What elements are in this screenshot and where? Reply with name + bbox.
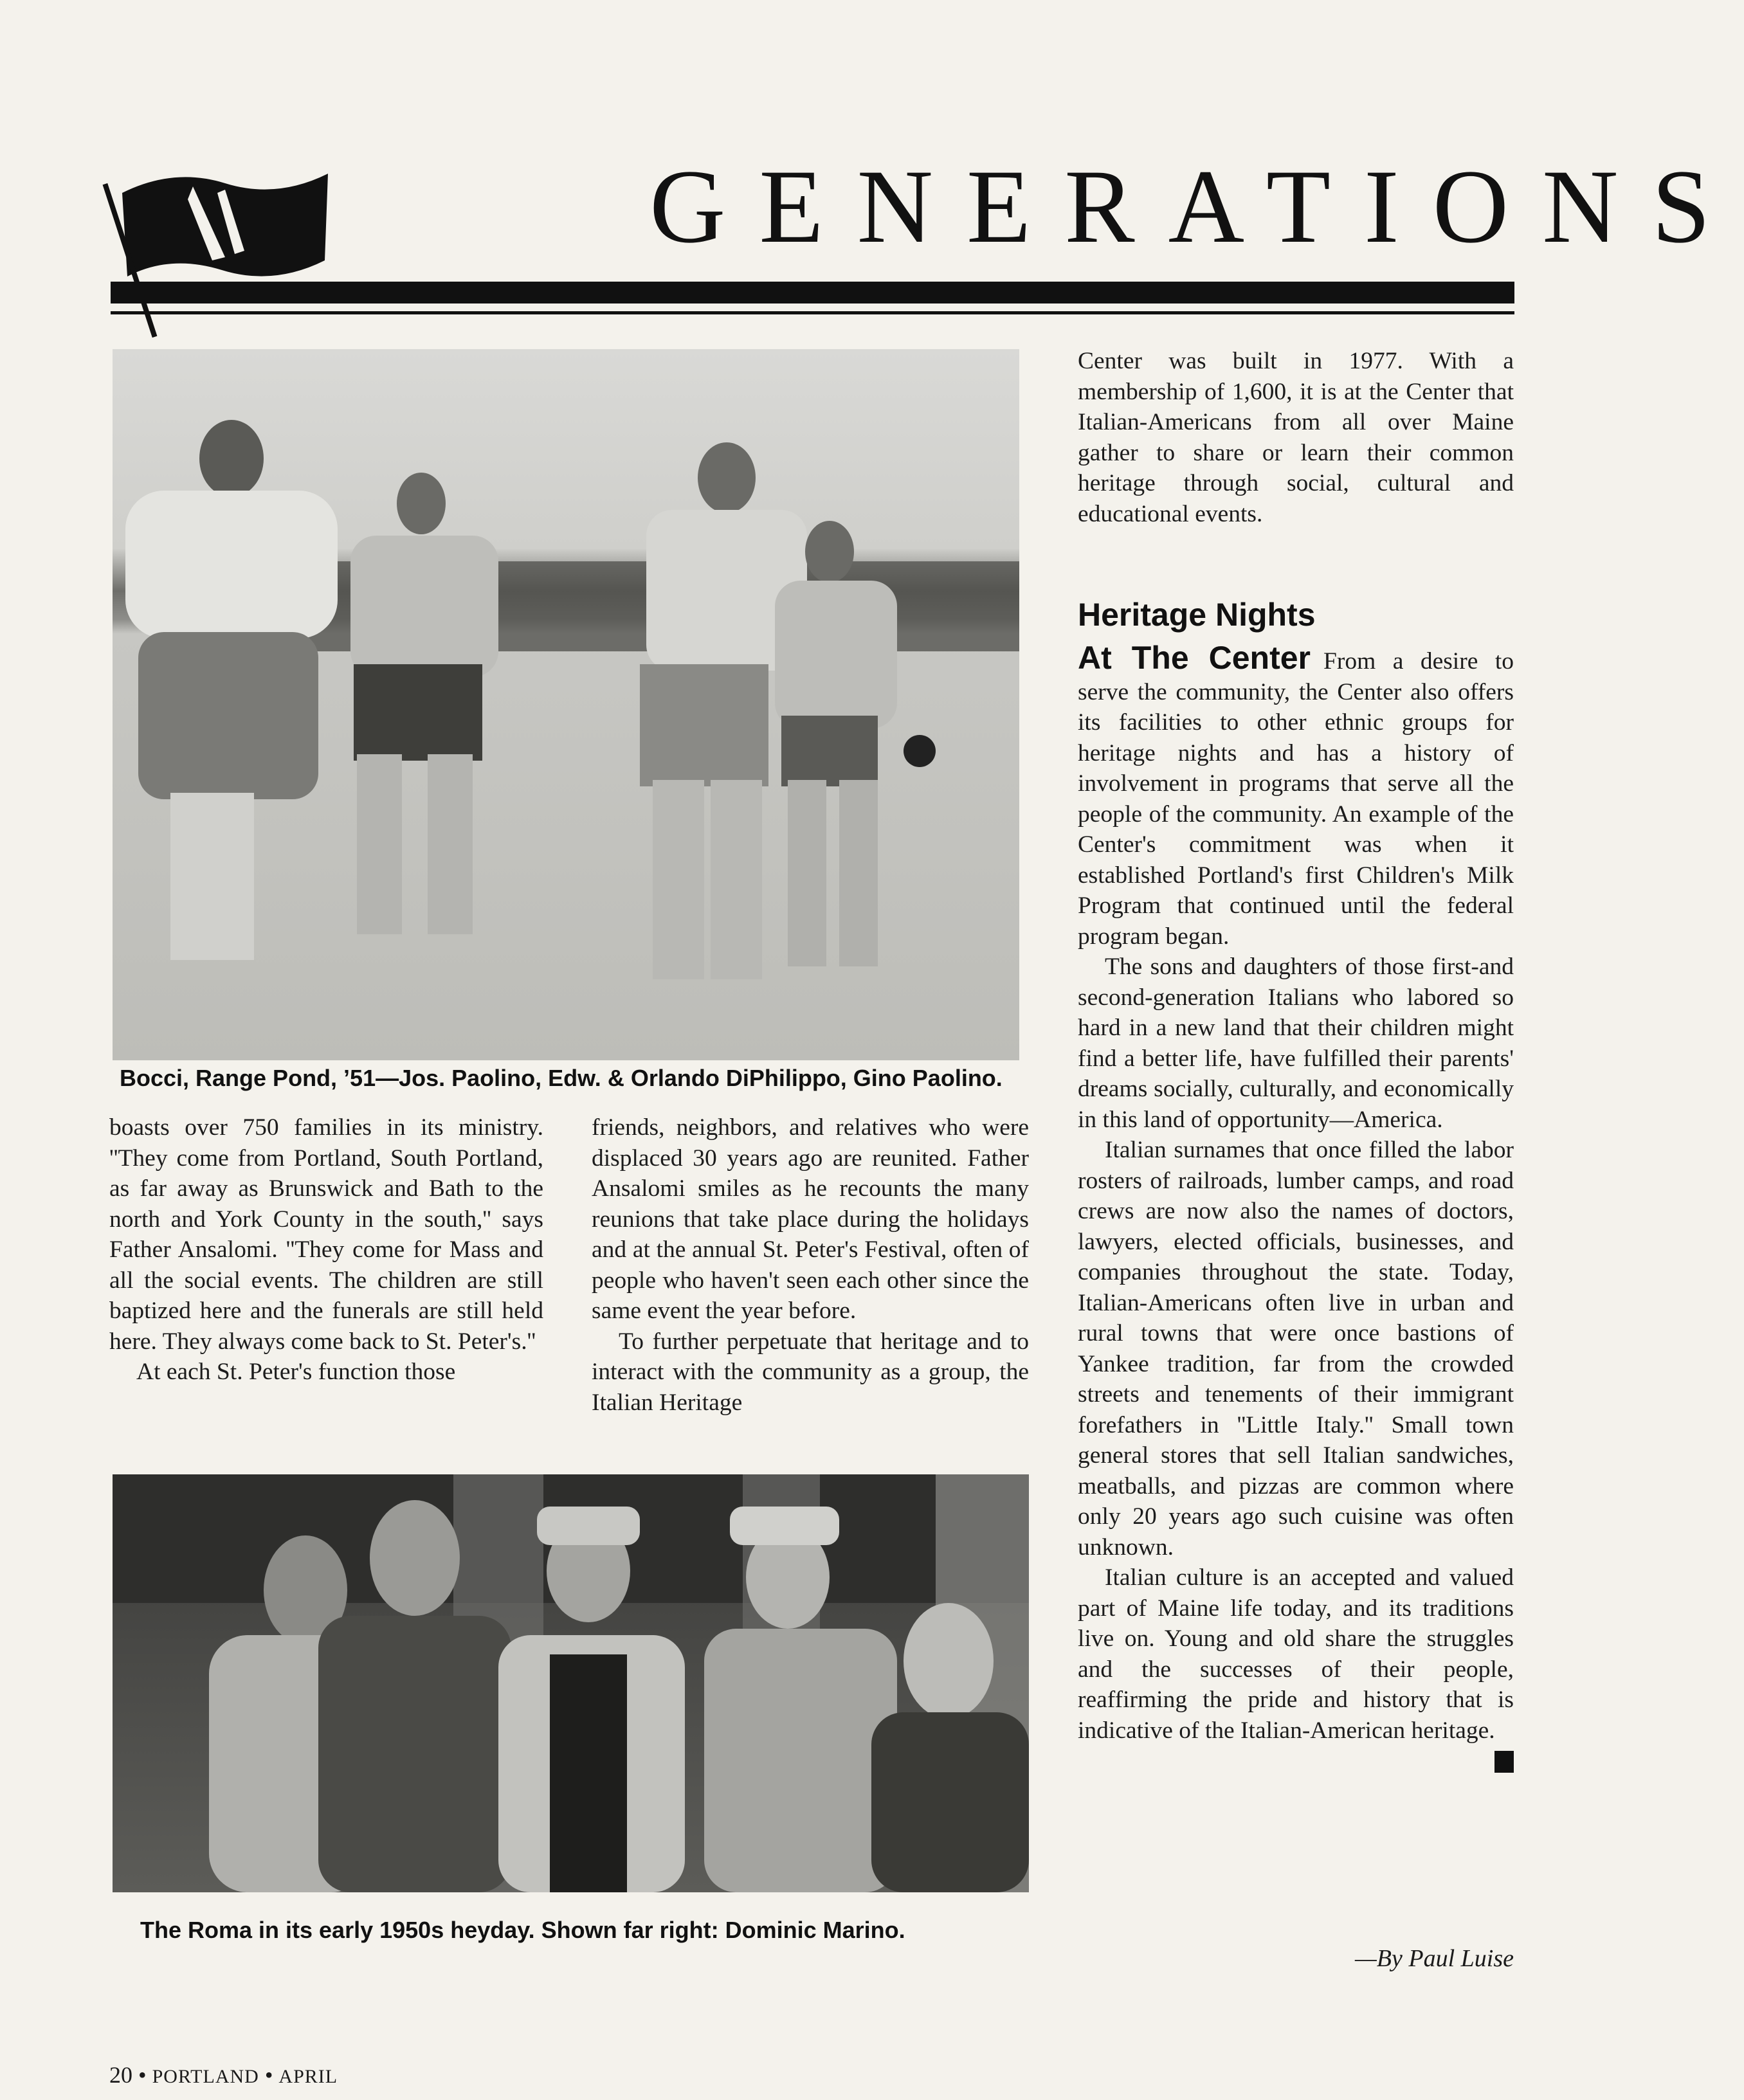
section-title: GENERATIONS	[649, 149, 1744, 265]
paragraph-text: From a desire to serve the community, the Center also offers its facilities to other ethnic groups for heritage nights and has a history of involvement in programs that serve all the people of the community. An example of the Center's commitment was when it established Portland's first Children's Milk Program that continued until the federal program began.	[1078, 648, 1514, 950]
paragraph-text: Italian culture is an accepted and valued part of Maine life today, and its traditions live on. Young and old share the struggles and the successes of their people, reaffirming the pride and history that is indicative of the Italian-American heritage.	[1078, 1564, 1514, 1744]
subhead-heritage-nights: Heritage Nights	[1078, 597, 1316, 633]
header-rule-thin	[111, 311, 1514, 314]
article-column-d	[1078, 640, 1514, 1773]
bullet-icon: •	[264, 2062, 273, 2088]
paragraph: Center was built in 1977. With a membership of 1,600, it is at the Center that Italian-Americans from all over Maine gather to share or learn their common heritage through social, cultural and educational events.	[1078, 348, 1514, 527]
byline: —By Paul Luise	[1355, 1945, 1514, 1972]
article-column-c	[1078, 346, 1514, 529]
article-column-b	[592, 1112, 1029, 1418]
paragraph	[1078, 640, 1514, 952]
paragraph: To further perpetuate that heritage and to interact with the community as a group, the Italian Heritage	[592, 1328, 1029, 1416]
photo-caption-roma: The Roma in its early 1950s heyday. Shown far right: Dominic Marino.	[140, 1917, 905, 1943]
paragraph: The sons and daughters of those first-and second-generation Italians who labored so hard in a new land that their children might find a better life, have fulfilled their parents' dreams socially, culturally, and economically in this land of opportunity—America.	[1078, 954, 1514, 1133]
magazine-name: PORTLAND	[152, 2066, 259, 2087]
bullet-icon: •	[138, 2062, 147, 2088]
paragraph: boasts over 750 families in its ministry. ''They come from Portland, South Portland, as far away as Brunswick and Bath to the north and York County in the south,'' says Father Ansalomi. ''They come for Mass and all the social events. The children are still baptized here and the funerals are still held here. They always come back to St. Peter's.''	[109, 1114, 543, 1355]
header-rule-thick	[111, 282, 1514, 303]
photo-caption-bocci: Bocci, Range Pond, ’51—Jos. Paolino, Edw. & Orlando DiPhilippo, Gino Paolino.	[120, 1065, 1003, 1091]
photo-the-roma	[113, 1474, 1029, 1892]
paragraph	[1078, 1562, 1514, 1746]
folio	[109, 2061, 559, 2091]
subhead-at-the-center: At The Center	[1078, 640, 1311, 676]
paragraph: At each St. Peter's function those	[136, 1359, 456, 1385]
article-column-a	[109, 1112, 543, 1388]
paragraph: Italian surnames that once filled the labor rosters of railroads, lumber camps, and road crews are now also the names of doctors, lawyers, elected officials, businesses, and companies throughout the state. Today, Italian-Americans often live in urban and rural towns that were once bastions of Yankee tradition, far from the crowded streets and tenements of their immigrant forefathers in ''Little Italy.'' Small town general stores that sell Italian sandwiches, meatballs, and pizzas are common where only 20 years ago such cuisine was often unknown.	[1078, 1137, 1514, 1561]
end-mark-icon	[1494, 1751, 1514, 1773]
paragraph: friends, neighbors, and relatives who were displaced 30 years ago are reunited. Father Ansalomi smiles as he recounts the many reunions that take place during the holidays and at the annual St. Peter's Festival, often of people who haven't seen each other since the same event the year before.	[592, 1114, 1029, 1324]
page-number: 20	[109, 2062, 132, 2088]
issue-month: APRIL	[278, 2066, 338, 2087]
photo-bocci-range-pond	[113, 349, 1019, 1060]
